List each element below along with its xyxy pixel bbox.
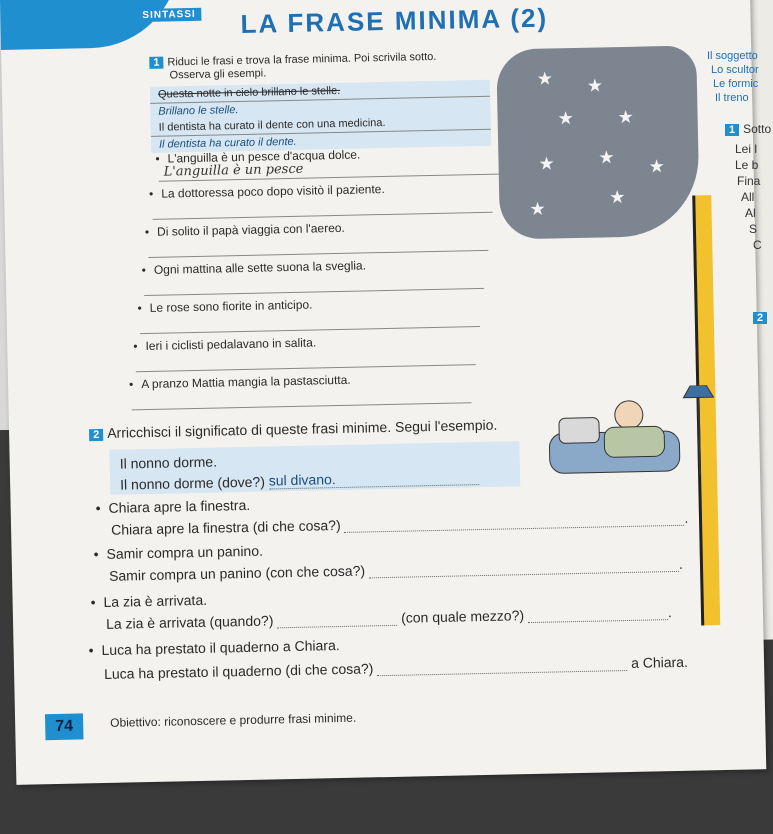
side-item — [725, 122, 771, 136]
prompt-end: . — [684, 509, 689, 526]
side-item: All — [741, 190, 755, 204]
answer-line — [148, 250, 488, 258]
night-sky-illustration — [496, 45, 700, 239]
star-icon: ★ — [617, 106, 634, 128]
example-answer: sul divano. — [269, 468, 479, 489]
side-badge: 2 — [753, 312, 767, 324]
page-number: 74 — [45, 713, 83, 740]
example-prompt — [120, 468, 479, 493]
exercise2-instruction — [89, 417, 498, 442]
answer-field[interactable] — [277, 625, 397, 629]
side-item: Le formic — [713, 78, 759, 90]
exercise1-sentence: • L'anguilla è un pesce d'acqua dolce. — [155, 147, 360, 165]
exercise2-prompt — [104, 654, 688, 682]
side-item: Lei l — [735, 142, 758, 156]
sleeping-grandpa-illustration — [538, 385, 720, 484]
prompt-end: a Chiara. — [630, 653, 689, 671]
prompt-text: Samir compra un panino (con che cosa?) — [108, 562, 366, 584]
example-prompt-text: Il nonno dorme (dove?) — [120, 473, 266, 493]
example-box — [150, 80, 491, 153]
prompt-text: Chiara apre la finestra (di che cosa?) — [110, 516, 341, 538]
objective-text: Obiettivo: riconoscere e produrre frasi minime. — [110, 710, 357, 730]
prompt-text: Luca ha prestato il quaderno (di che cosa?) — [103, 660, 374, 682]
side-item: Il soggetto — [707, 50, 758, 62]
side-badge: 1 — [725, 124, 739, 136]
exercise1-sentence: • A pranzo Mattia mangia la pastasciutta. — [129, 373, 351, 392]
exercise1-sentence: • Ieri i ciclisti pedalavano in salita. — [133, 335, 316, 353]
side-column — [705, 50, 773, 650]
side-badge-2 — [753, 312, 771, 324]
star-icon: ★ — [529, 198, 546, 219]
star-icon: ★ — [538, 153, 555, 174]
side-item: Al — [745, 206, 756, 220]
exercise2-base: • Chiara apre la finestra. — [95, 497, 250, 516]
exercise1-instruction-text: Riduci le frasi e trova la frase minima. Poi scrivila sotto. — [167, 50, 437, 69]
star-icon: ★ — [648, 156, 665, 177]
answer-line — [153, 212, 493, 220]
answer-field[interactable] — [528, 619, 668, 623]
side-item: C — [753, 238, 762, 252]
star-icon: ★ — [536, 68, 554, 89]
answer-field[interactable] — [369, 571, 679, 578]
exercise2-instruction-text: Arricchisci il significato di queste frasi minime. Segui l'esempio. — [107, 416, 498, 441]
answer-line — [132, 402, 472, 410]
example-sentence-text: Questa notte in cielo brillano le stelle. — [157, 84, 341, 101]
prompt-text: La zia è arrivata (quando?) — [105, 612, 274, 632]
exercise2-example-box — [109, 441, 520, 495]
prompt-text-2: (con quale mezzo?) — [400, 607, 525, 626]
side-item: Il treno — [715, 92, 749, 104]
prompt-end: . — [667, 604, 672, 621]
example-answer: Il dentista ha curato il dente. — [158, 135, 297, 151]
example-sentence-text: Il dentista ha curato il dente con una medicina. — [158, 116, 386, 134]
page-title: LA FRASE MINIMA (2) — [240, 2, 549, 39]
exercise2-base: • Luca ha prestato il quaderno a Chiara. — [88, 637, 339, 658]
exercise1-sentence: • Le rose sono fiorite in anticipo. — [137, 298, 312, 316]
exercise1-sentence: • Di solito il papà viaggia con l'aereo. — [145, 221, 345, 239]
exercise1-sentence: • Ogni mattina alle sette suona la sveglia. — [142, 258, 367, 277]
exercise1-number: 1 — [149, 57, 163, 69]
side-item: Lo scultor — [711, 64, 759, 76]
star-icon: ★ — [598, 147, 615, 168]
exercise2-number: 2 — [89, 429, 103, 441]
exercise2-base: • Samir compra un panino. — [93, 543, 263, 563]
exercise2-base: • La zia è arrivata. — [90, 592, 207, 610]
star-icon: ★ — [609, 186, 626, 208]
answer-field[interactable] — [377, 670, 627, 676]
star-icon: ★ — [557, 108, 574, 129]
prompt-end: . — [678, 555, 683, 572]
handwritten-answer: L'anguilla è un pesce — [163, 161, 304, 180]
exercise2-prompt — [106, 604, 672, 632]
side-item: Fina — [737, 174, 761, 188]
side-item: Le b — [735, 158, 759, 172]
side-item-text: Sotto — [743, 122, 772, 136]
answer-field[interactable] — [345, 525, 685, 533]
header-corner — [0, 0, 181, 51]
answer-line — [144, 288, 484, 296]
section-tag: SINTASSI — [136, 8, 202, 22]
answer-line — [140, 326, 480, 334]
example-base: Il nonno dorme. — [119, 453, 218, 472]
example-answer: Brillano le stelle. — [158, 104, 239, 118]
answer-line — [136, 364, 476, 372]
example-label: Osserva gli esempi. — [169, 67, 267, 82]
star-icon: ★ — [586, 75, 604, 96]
exercise1-instruction — [149, 51, 436, 69]
side-item: S — [749, 222, 758, 236]
exercise1-sentence: • La dottoressa poco dopo visitò il paziente. — [149, 182, 385, 201]
